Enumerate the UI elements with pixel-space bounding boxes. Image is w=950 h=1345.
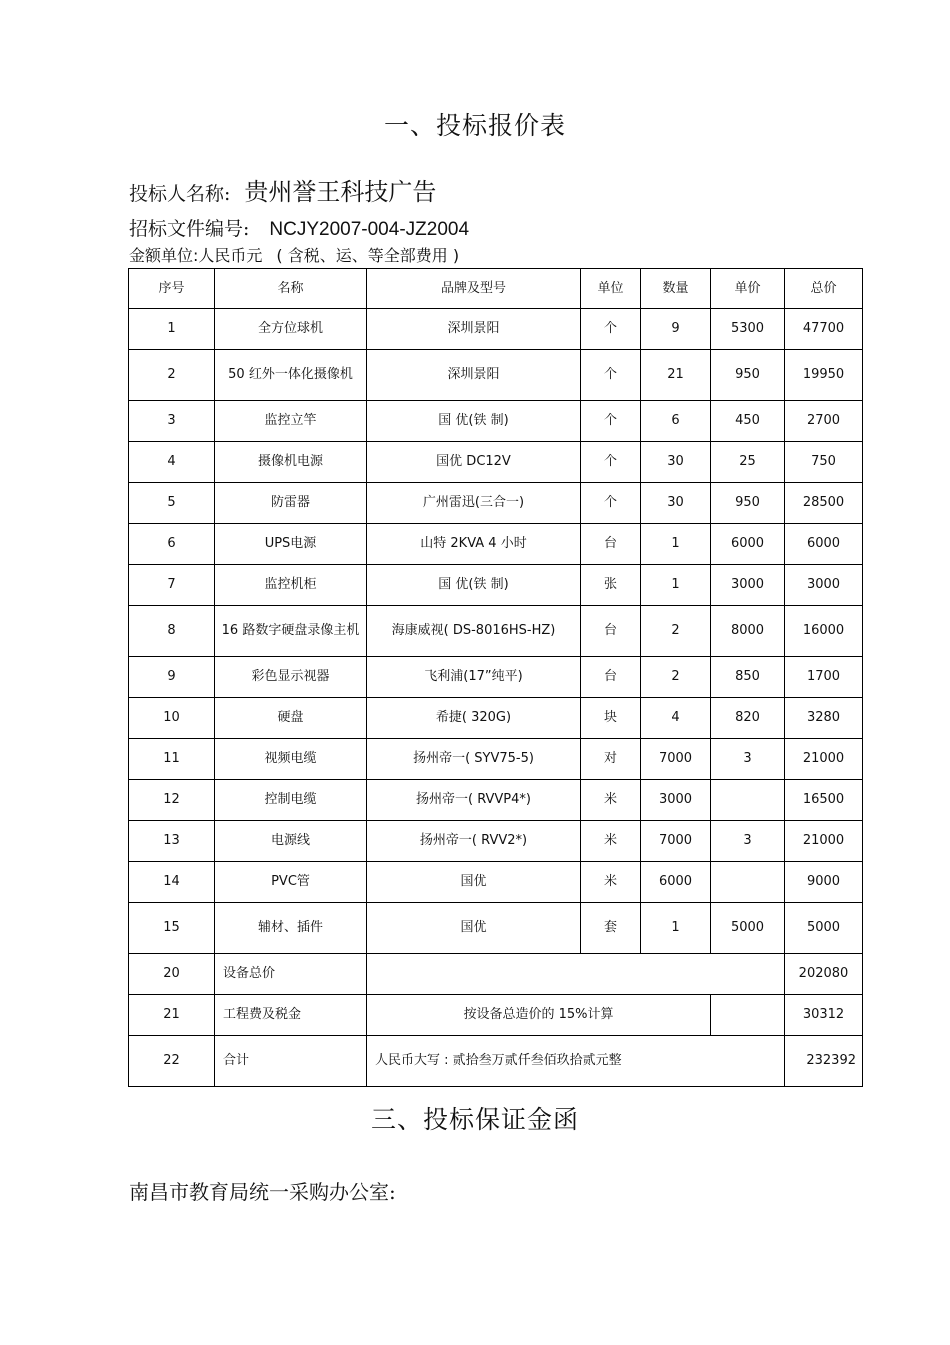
cell-no: 15 <box>129 903 215 954</box>
cell-name: 辅材、插件 <box>215 903 367 954</box>
table-row <box>129 862 863 903</box>
cell-qty: 4 <box>641 698 711 739</box>
cell-no: 12 <box>129 780 215 821</box>
cell-qty: 3000 <box>641 780 711 821</box>
cell-total: 21000 <box>785 739 863 780</box>
cell-name: 50 红外一体化摄像机 <box>215 350 367 401</box>
cell-unit: 个 <box>581 350 641 401</box>
cell-total: 750 <box>785 442 863 483</box>
cell-unit: 个 <box>581 483 641 524</box>
cell-qty: 7000 <box>641 821 711 862</box>
cell-brand: 国优 <box>367 862 581 903</box>
table-row <box>129 698 863 739</box>
tender-doc-number-label: 招标文件编号: <box>129 218 250 240</box>
cell-brand: 国优 <box>367 903 581 954</box>
cell-no: 9 <box>129 657 215 698</box>
cell-empty <box>367 954 785 995</box>
cell-total: 1700 <box>785 657 863 698</box>
currency-unit-note: ( 含税、运、等全部费用 ) <box>276 246 460 265</box>
summary-row-equipment-total <box>129 954 863 995</box>
table-row <box>129 309 863 350</box>
cell-total: 19950 <box>785 350 863 401</box>
cell-qty: 2 <box>641 606 711 657</box>
header-unit: 单位 <box>581 269 641 309</box>
cell-name: 全方位球机 <box>215 309 367 350</box>
header-no: 序号 <box>129 269 215 309</box>
cell-qty: 30 <box>641 442 711 483</box>
cell-total: 16000 <box>785 606 863 657</box>
cell-price: 5000 <box>711 903 785 954</box>
cell-no: 8 <box>129 606 215 657</box>
cell-name: 监控机柜 <box>215 565 367 606</box>
bidder-label: 投标人名称: <box>129 183 231 205</box>
cell-fee-note: 按设备总造价的 15%计算 <box>367 995 711 1036</box>
table-row <box>129 780 863 821</box>
cell-total: 5000 <box>785 903 863 954</box>
cell-name: 控制电缆 <box>215 780 367 821</box>
cell-total: 30312 <box>785 995 863 1036</box>
cell-brand: 飞利浦(17”纯平) <box>367 657 581 698</box>
cell-unit: 个 <box>581 442 641 483</box>
cell-name: 设备总价 <box>215 954 367 995</box>
cell-price <box>711 862 785 903</box>
cell-total: 202080 <box>785 954 863 995</box>
cell-no: 4 <box>129 442 215 483</box>
currency-unit-line <box>129 243 459 266</box>
cell-no: 14 <box>129 862 215 903</box>
cell-unit: 米 <box>581 821 641 862</box>
cell-no: 11 <box>129 739 215 780</box>
cell-no: 3 <box>129 401 215 442</box>
cell-brand: 深圳景阳 <box>367 309 581 350</box>
cell-name: 摄像机电源 <box>215 442 367 483</box>
cell-brand: 希捷( 320G) <box>367 698 581 739</box>
cell-name: UPS电源 <box>215 524 367 565</box>
currency-unit-label: 金额单位:人民币元 <box>129 246 263 265</box>
cell-no: 2 <box>129 350 215 401</box>
cell-qty: 30 <box>641 483 711 524</box>
cell-unit: 张 <box>581 565 641 606</box>
cell-unit: 个 <box>581 401 641 442</box>
cell-total: 3000 <box>785 565 863 606</box>
cell-price: 3000 <box>711 565 785 606</box>
cell-price: 820 <box>711 698 785 739</box>
cell-qty: 1 <box>641 524 711 565</box>
table-row <box>129 483 863 524</box>
cell-qty: 21 <box>641 350 711 401</box>
table-row <box>129 821 863 862</box>
header-price: 单价 <box>711 269 785 309</box>
cell-brand: 扬州帝一( RVV2*) <box>367 821 581 862</box>
cell-name: 电源线 <box>215 821 367 862</box>
cell-total: 47700 <box>785 309 863 350</box>
table-row <box>129 565 863 606</box>
cell-brand: 国 优(铁 制) <box>367 401 581 442</box>
cell-name: 防雷器 <box>215 483 367 524</box>
table-header-row <box>129 269 863 309</box>
cell-price: 3 <box>711 821 785 862</box>
summary-row-fees-tax <box>129 995 863 1036</box>
header-name: 名称 <box>215 269 367 309</box>
cell-unit: 个 <box>581 309 641 350</box>
cell-name: 监控立竿 <box>215 401 367 442</box>
tender-doc-number-line <box>129 214 469 241</box>
cell-name: PVC管 <box>215 862 367 903</box>
cell-price: 450 <box>711 401 785 442</box>
cell-total: 2700 <box>785 401 863 442</box>
cell-price: 6000 <box>711 524 785 565</box>
table-row <box>129 401 863 442</box>
header-qty: 数量 <box>641 269 711 309</box>
cell-brand: 国优 DC12V <box>367 442 581 483</box>
cell-no: 10 <box>129 698 215 739</box>
cell-total: 9000 <box>785 862 863 903</box>
table-row <box>129 739 863 780</box>
cell-total: 16500 <box>785 780 863 821</box>
cell-brand: 广州雷迅(三合一) <box>367 483 581 524</box>
table-row <box>129 606 863 657</box>
cell-total: 6000 <box>785 524 863 565</box>
table-row <box>129 442 863 483</box>
cell-price: 850 <box>711 657 785 698</box>
cell-no: 21 <box>129 995 215 1036</box>
table-row <box>129 657 863 698</box>
cell-brand: 海康威视( DS-8016HS-HZ) <box>367 606 581 657</box>
cell-unit: 台 <box>581 606 641 657</box>
cell-name: 合计 <box>215 1036 367 1087</box>
cell-qty: 6 <box>641 401 711 442</box>
cell-qty: 7000 <box>641 739 711 780</box>
quote-table <box>128 268 863 1087</box>
cell-name: 16 路数字硬盘录像主机 <box>215 606 367 657</box>
cell-unit: 米 <box>581 780 641 821</box>
cell-price: 25 <box>711 442 785 483</box>
guarantee-letter-title: 三、投标保证金函 <box>370 1105 579 1134</box>
cell-name: 硬盘 <box>215 698 367 739</box>
bidder-name: 贵州誉王科技广告 <box>244 178 437 206</box>
cell-qty: 2 <box>641 657 711 698</box>
header-brand: 品牌及型号 <box>367 269 581 309</box>
cell-no: 22 <box>129 1036 215 1087</box>
cell-brand: 深圳景阳 <box>367 350 581 401</box>
cell-no: 6 <box>129 524 215 565</box>
cell-amount-in-words: 人民币大写 : 贰拾叁万贰仟叁佰玖拾贰元整 <box>367 1036 785 1087</box>
cell-unit: 套 <box>581 903 641 954</box>
cell-qty: 6000 <box>641 862 711 903</box>
cell-no: 5 <box>129 483 215 524</box>
cell-name: 彩色显示视器 <box>215 657 367 698</box>
cell-unit: 块 <box>581 698 641 739</box>
cell-price: 8000 <box>711 606 785 657</box>
cell-price: 3 <box>711 739 785 780</box>
cell-name: 视频电缆 <box>215 739 367 780</box>
cell-unit: 台 <box>581 657 641 698</box>
cell-name: 工程费及税金 <box>215 995 367 1036</box>
cell-total: 3280 <box>785 698 863 739</box>
cell-total: 28500 <box>785 483 863 524</box>
cell-qty: 9 <box>641 309 711 350</box>
table-row <box>129 903 863 954</box>
cell-unit: 米 <box>581 862 641 903</box>
cell-total: 232392 <box>785 1036 863 1087</box>
cell-brand: 扬州帝一( SYV75-5) <box>367 739 581 780</box>
cell-qty: 1 <box>641 903 711 954</box>
summary-row-grand-total <box>129 1036 863 1087</box>
tender-doc-number: NCJY2007-004-JZ2004 <box>269 219 470 240</box>
cell-no: 1 <box>129 309 215 350</box>
addressee: 南昌市教育局统一采购办公室: <box>129 1180 396 1204</box>
cell-unit: 对 <box>581 739 641 780</box>
cell-total: 21000 <box>785 821 863 862</box>
cell-brand: 山特 2KVA 4 小时 <box>367 524 581 565</box>
cell-no: 20 <box>129 954 215 995</box>
cell-unit: 台 <box>581 524 641 565</box>
cell-price: 950 <box>711 483 785 524</box>
table-row <box>129 350 863 401</box>
cell-brand: 国 优(铁 制) <box>367 565 581 606</box>
quote-table-title: 一、投标报价表 <box>383 111 566 140</box>
bidder-line <box>129 172 436 207</box>
cell-no: 13 <box>129 821 215 862</box>
cell-brand: 扬州帝一( RVVP4*) <box>367 780 581 821</box>
cell-price: 950 <box>711 350 785 401</box>
cell-price <box>711 780 785 821</box>
table-row <box>129 524 863 565</box>
cell-empty <box>711 995 785 1036</box>
cell-no: 7 <box>129 565 215 606</box>
header-total: 总价 <box>785 269 863 309</box>
cell-price: 5300 <box>711 309 785 350</box>
cell-qty: 1 <box>641 565 711 606</box>
